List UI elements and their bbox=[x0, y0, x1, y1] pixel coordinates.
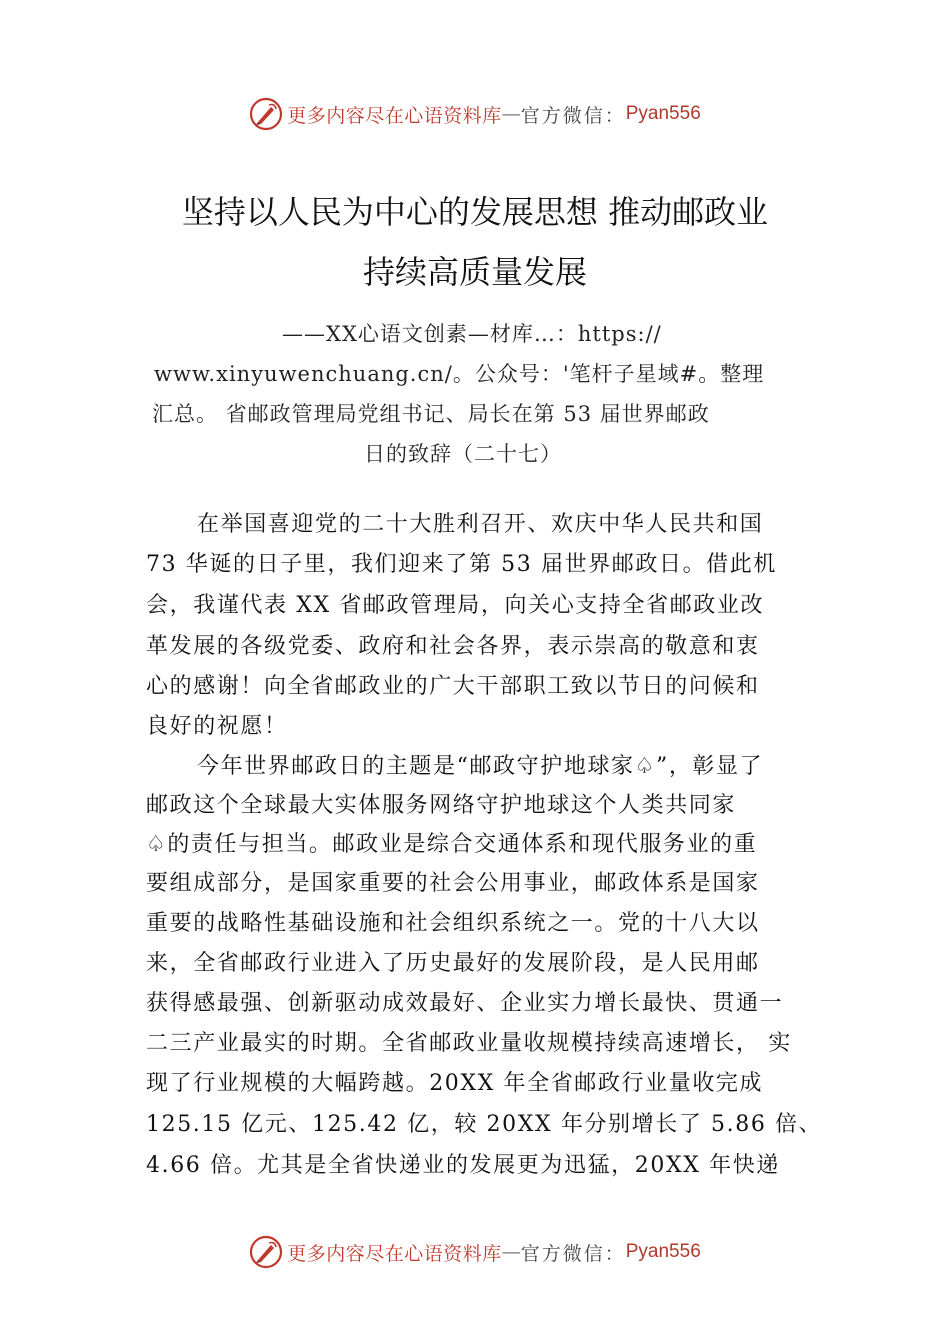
watermark-separator: — bbox=[501, 1241, 521, 1263]
watermark-site-text: 更多内容尽在心语资料库 bbox=[287, 104, 502, 127]
document-title-line-2: 持续高质量发展 bbox=[362, 253, 587, 291]
body-line: 革发展的各级党委、政府和社会各界，表示崇高的敬意和衷 bbox=[146, 634, 760, 659]
body-line: 邮政这个全球最大实体服务网络守护地球这个人类共同家 bbox=[146, 793, 737, 818]
body-line: 4.66 倍。尤其是全省快递业的发展更为迅猛，20XX 年快递 bbox=[146, 1153, 780, 1178]
body-line: 心的感谢！向全省邮政业的广大干部职工致以节日的问候和 bbox=[146, 674, 760, 699]
subtitle-line: 汇总。 省邮政管理局党组书记、局长在第 53 届世界邮政 bbox=[152, 402, 710, 426]
body-line: ♤的责任与担当。邮政业是综合交通体系和现代服务业的重 bbox=[146, 832, 758, 857]
watermark-wechat-id: Pyan556 bbox=[625, 103, 701, 124]
watermark-wechat-id: Pyan556 bbox=[625, 1241, 701, 1262]
body-line: 73 华诞的日子里，我们迎来了第 53 届世界邮政日。借此机 bbox=[146, 552, 777, 577]
document-title-line-1: 坚持以人民为中心的发展思想 推动邮政业 bbox=[181, 193, 769, 231]
subtitle-line: 日的致辞（二十七） bbox=[364, 442, 562, 466]
body-line: 要组成部分，是国家重要的社会公用事业，邮政体系是国家 bbox=[146, 871, 760, 896]
watermark-separator: — bbox=[501, 103, 521, 125]
subtitle-line: www.xinyuwenchuang.cn/。公众号：'笔杆子星域#。整理 bbox=[154, 362, 765, 386]
watermark-banner-top bbox=[0, 94, 950, 134]
pen-logo-icon bbox=[249, 1235, 283, 1269]
body-line: 获得感最强、创新驱动成效最好、企业实力增长最快、贯通一 bbox=[146, 991, 784, 1016]
body-line: 来，全省邮政行业进入了历史最好的发展阶段，是人民用邮 bbox=[146, 951, 760, 976]
body-line: 现了行业规模的大幅跨越。20XX 年全省邮政行业量收完成 bbox=[146, 1071, 764, 1096]
body-line: 125.15 亿元、125.42 亿，较 20XX 年分别增长了 5.86 倍、 bbox=[146, 1112, 823, 1137]
body-line: 二三产业最实的时期。全省邮政业量收规模持续高速增长， 实 bbox=[146, 1031, 792, 1056]
body-line: 在举国喜迎党的二十大胜利召开、欢庆中华人民共和国 bbox=[197, 512, 764, 537]
body-line: 良好的祝愿！ bbox=[146, 714, 288, 739]
watermark-banner-bottom bbox=[0, 1232, 950, 1272]
body-line: 重要的战略性基础设施和社会组织系统之一。党的十八大以 bbox=[146, 911, 760, 936]
body-line: 今年世界邮政日的主题是“邮政守护地球家♤”，彰显了 bbox=[197, 754, 764, 779]
body-line: 会，我谨代表 XX 省邮政管理局，向关心支持全省邮政业改 bbox=[146, 593, 765, 618]
watermark-site-text: 更多内容尽在心语资料库 bbox=[287, 1242, 502, 1265]
pen-logo-icon bbox=[249, 97, 283, 131]
watermark-wechat-label: 官方微信： bbox=[520, 1242, 626, 1265]
subtitle-line: ——XX心语文创素—材库…：https:// bbox=[282, 322, 662, 346]
watermark-wechat-label: 官方微信： bbox=[520, 104, 626, 127]
